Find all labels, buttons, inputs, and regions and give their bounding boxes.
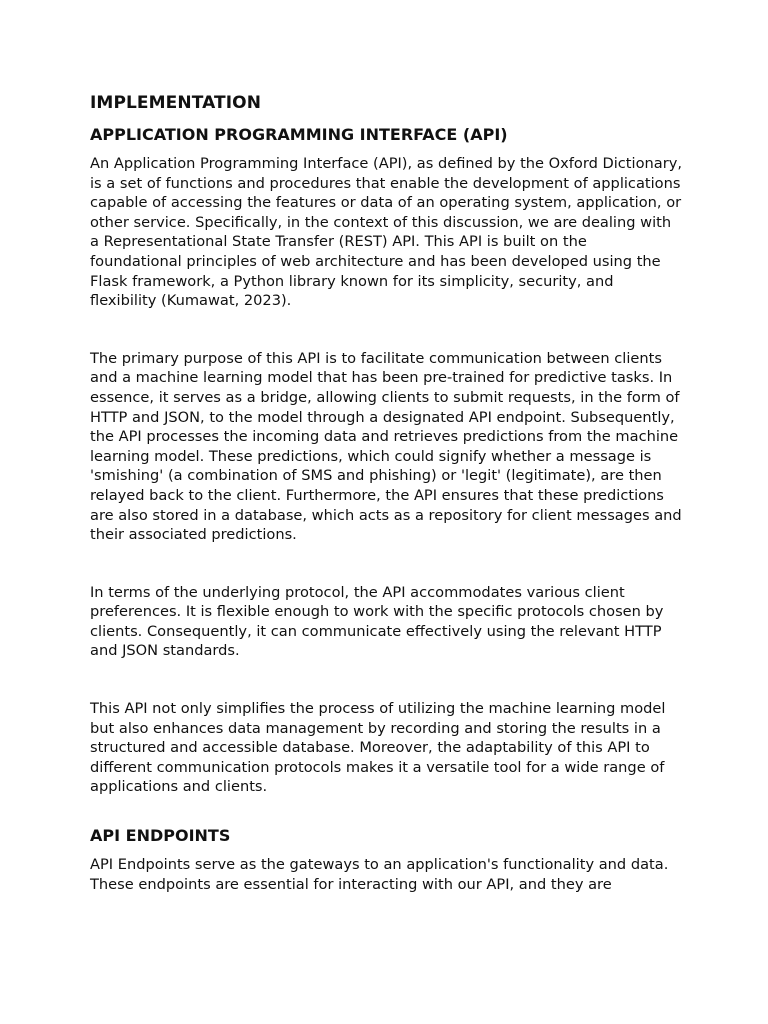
paragraph-spacer (90, 311, 682, 349)
paragraph-api-benefits: This API not only simplifies the process of utilizing the machine learning model but also enhances data management by recording and storing the results in a structured and accessible database. Moreover, the adaptability of this API to different communication protocols makes it a versatile tool for a wide range of applications and clients. (90, 700, 666, 796)
section-heading-endpoints: API ENDPOINTS (90, 826, 231, 846)
paragraph-spacer (90, 661, 682, 699)
section-spacer (90, 797, 682, 825)
page-title: IMPLEMENTATION (90, 93, 262, 113)
document-page (90, 92, 682, 894)
paragraph-spacer (90, 545, 682, 583)
paragraph-api-definition: An Application Programming Interface (API), as defined by the Oxford Dictionary, is a set of functions and procedures that enable the development of applications capable of accessing the features or data of an operating system, application, or other service. Specifically, in the context of this discussion, we are dealing with a Representational State Transfer (REST) API. This API is built on the foundational principles of web architecture and has been developed using the Flask framework, a Python library known for its simplicity, security, and flexibility (Kumawat, 2023). (90, 155, 682, 310)
paragraph-endpoints-intro: API Endpoints serve as the gateways to an application's functionality and data. These endpoints are essential for interacting with our API, and they are (90, 856, 669, 893)
section-heading-api: APPLICATION PROGRAMMING INTERFACE (API) (90, 125, 508, 144)
paragraph-api-protocol: In terms of the underlying protocol, the API accommodates various client preferences. It is flexible enough to work with the specific protocols chosen by clients. Consequently, it can communicate effectively using the relevant HTTP and JSON standards. (90, 583, 664, 660)
paragraph-api-purpose: The primary purpose of this API is to facilitate communication between clients and a machine learning model that has been pre-trained for predictive tasks. In essence, it serves as a bridge, allowing clients to submit requests, in the form of HTTP and JSON, to the model through a designated API endpoint. Subsequently, the API processes the incoming data and retrieves predictions from the machine learning model. These predictions, which could signify whether a message is 'smishing' (a combination of SMS and phishing) or 'legit' (legitimate), are then relayed back to the client. Furthermore, the API ensures that these predictions are also stored in a database, which acts as a repository for client messages and their associated predictions. (90, 349, 682, 544)
